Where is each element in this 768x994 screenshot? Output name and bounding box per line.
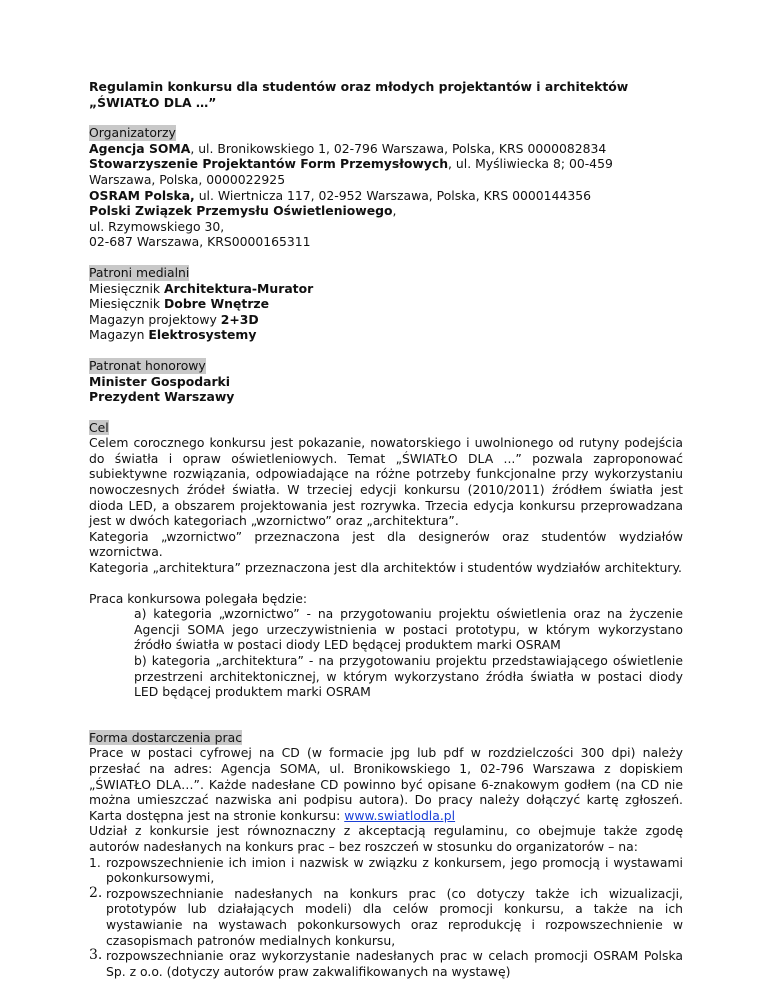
consent-paragraph: Udział z konkursie jest równoznaczny z akceptacją regulaminu, co obejmuje także zgodę autorów nadesłanych na konkurs prac – bez roszczeń w stosunku do organizatorów – na: bbox=[89, 823, 683, 854]
honorary-entry: Prezydent Warszawy bbox=[89, 389, 235, 405]
list-text: rozpowszechnienie ich imion i nazwisk w związku z konkursem, jego promocją i wystawami pokonkursowymi, bbox=[106, 854, 683, 886]
media-patron-prefix: Miesięcznik bbox=[89, 280, 165, 296]
media-patron-name: 2+3D bbox=[220, 311, 259, 327]
organizer-detail: , ul. Bronikowskiego 1, 02-796 Warszawa, Polska, KRS 0000082834 bbox=[190, 140, 607, 156]
honorary-section bbox=[89, 358, 683, 405]
list-item bbox=[89, 948, 683, 979]
list-number: 3. bbox=[89, 947, 103, 964]
goal-section bbox=[89, 420, 683, 576]
organizer-name: Agencja SOMA bbox=[89, 140, 191, 156]
honorary-entry: Minister Gospodarki bbox=[89, 373, 231, 389]
goal-paragraph: Kategoria „architektura” przeznaczona jest dla architektów i studentów wydziałów architektury. bbox=[89, 560, 682, 576]
delivery-paragraph bbox=[89, 745, 683, 823]
organizer-name: OSRAM Polska, bbox=[89, 187, 195, 203]
organizer-entry bbox=[89, 188, 683, 204]
work-intro: Praca konkursowa polegała będzie: bbox=[89, 590, 308, 606]
honorary-heading: Patronat honorowy bbox=[89, 357, 206, 373]
media-patron-prefix: Magazyn bbox=[89, 327, 149, 343]
goal-paragraph: Kategoria „wzornictwo” przeznaczona jest dla designerów oraz studentów wydziałów wzornictwa. bbox=[89, 528, 683, 560]
document-title: Regulamin konkursu dla studentów oraz młodych projektantów i architektów „ŚWIATŁO DLA …” bbox=[89, 79, 629, 110]
organizers-heading: Organizatorzy bbox=[89, 125, 176, 141]
media-patron-entry bbox=[89, 296, 683, 312]
list-text: rozpowszechnianie nadesłanych na konkurs prac (co dotyczy także ich wizualizacji, prototypów lub działających modeli) dla celów promocji konkursu, a także na ich wystawianie na wystawach pokonkursowych oraz reprodukcję i rozpowszechnienie w czasopismach patronów medialnych konkursu, bbox=[106, 885, 683, 948]
list-number: 2. bbox=[89, 884, 103, 901]
media-patron-prefix: Magazyn projektowy bbox=[89, 311, 221, 327]
media-patron-name: Architektura-Murator bbox=[164, 280, 314, 296]
media-patrons-heading: Patroni medialni bbox=[89, 264, 190, 280]
organizer-detail: , bbox=[392, 203, 397, 219]
consent-list bbox=[89, 855, 683, 980]
media-patron-entry bbox=[89, 327, 683, 343]
media-patron-name: Elektrosystemy bbox=[148, 327, 257, 343]
organizer-detail: ul. Wiertnicza 117, 02-952 Warszawa, Polska, KRS 0000144356 bbox=[194, 187, 591, 203]
media-patron-prefix: Miesięcznik bbox=[89, 296, 165, 312]
delivery-text: Prace w postaci cyfrowej na CD (w formacie jpg lub pdf w rozdzielczości 300 dpi) należy przesłać na adres: Agencja SOMA, ul. Bronikowskiego 1, 02-796 Warszawa z dopiskiem „ŚWIATŁO DLA…”. Każde nadesłane CD powinno być opisane 6-znakowym godłem (na CD nie można umieszczać nazwiska ani podpisu autora). Do pracy należy dołączyć kartę zgłoszeń. Karta dostępna jest na stronie konkursu: bbox=[89, 745, 683, 823]
organizer-name: Stowarzyszenie Projektantów Form Przemysłowych bbox=[89, 156, 449, 172]
media-patron-name: Dobre Wnętrze bbox=[164, 296, 270, 312]
work-section bbox=[89, 591, 683, 700]
delivery-heading: Forma dostarczenia prac bbox=[89, 729, 243, 745]
organizer-entry bbox=[89, 203, 683, 219]
media-patrons-section bbox=[89, 265, 683, 343]
work-item-b: b) kategoria „architektura” - na przygotowaniu projektu przedstawiającego oświetlenie przestrzeni architektonicznej, w którym wykorzystano źródła światła w postaci diody LED będącej produktem marki OSRAM bbox=[134, 653, 683, 700]
contest-website-link[interactable]: www.swiatlodla.pl bbox=[344, 807, 456, 823]
goal-paragraph: Celem corocznego konkursu jest pokazanie, nowatorskiego i uwolnionego od rutyny podejścia do światła i opraw oświetleniowych. Temat „ŚWIATŁO DLA ...” pozwala zaproponować subiektywne rozwiązania, odpowiadające na różne potrzeby funkcjonalne przy wykorzystaniu nowoczesnych źródeł światła. W trzeciej edycji konkursu (2010/2011) źródłem światła jest dioda LED, a obszarem projektowania jest rozrywka. Trzecia edycja konkursu przeprowadzana jest w dwóch kategoriach „wzornictwo” oraz „architektura”. bbox=[89, 435, 683, 529]
organizer-name: Polski Związek Przemysłu Oświetleniowego bbox=[89, 203, 393, 219]
organizer-entry bbox=[89, 156, 683, 187]
organizer-entry bbox=[89, 141, 683, 157]
delivery-section bbox=[89, 730, 683, 980]
organizers-section bbox=[89, 125, 683, 250]
organizer-address: ul. Rzymowskiego 30, bbox=[89, 218, 225, 234]
list-item bbox=[89, 855, 683, 886]
organizer-detail: , ul. Myśliwiecka 8; 00-459 Warszawa, Polska, 0000022925 bbox=[89, 156, 613, 187]
list-number: 1. bbox=[89, 854, 101, 870]
list-text: rozpowszechnianie oraz wykorzystanie nadesłanych prac w celach promocji OSRAM Polska Sp. z o.o. (dotyczy autorów praw zakwalifikowanych na wystawę) bbox=[106, 948, 683, 979]
media-patron-entry bbox=[89, 281, 683, 297]
media-patron-entry bbox=[89, 312, 683, 328]
organizer-address: 02-687 Warszawa, KRS0000165311 bbox=[89, 234, 311, 250]
document-page bbox=[89, 79, 683, 979]
list-item bbox=[89, 886, 683, 948]
goal-heading: Cel bbox=[89, 419, 109, 435]
work-item-a: a) kategoria „wzornictwo” - na przygotowaniu projektu oświetlenia oraz na życzenie Agencji SOMA jego urzeczywistnienia w postaci prototypu, w którym wykorzystano źródło światła w postaci diody LED będącej produktem marki OSRAM bbox=[134, 606, 683, 653]
